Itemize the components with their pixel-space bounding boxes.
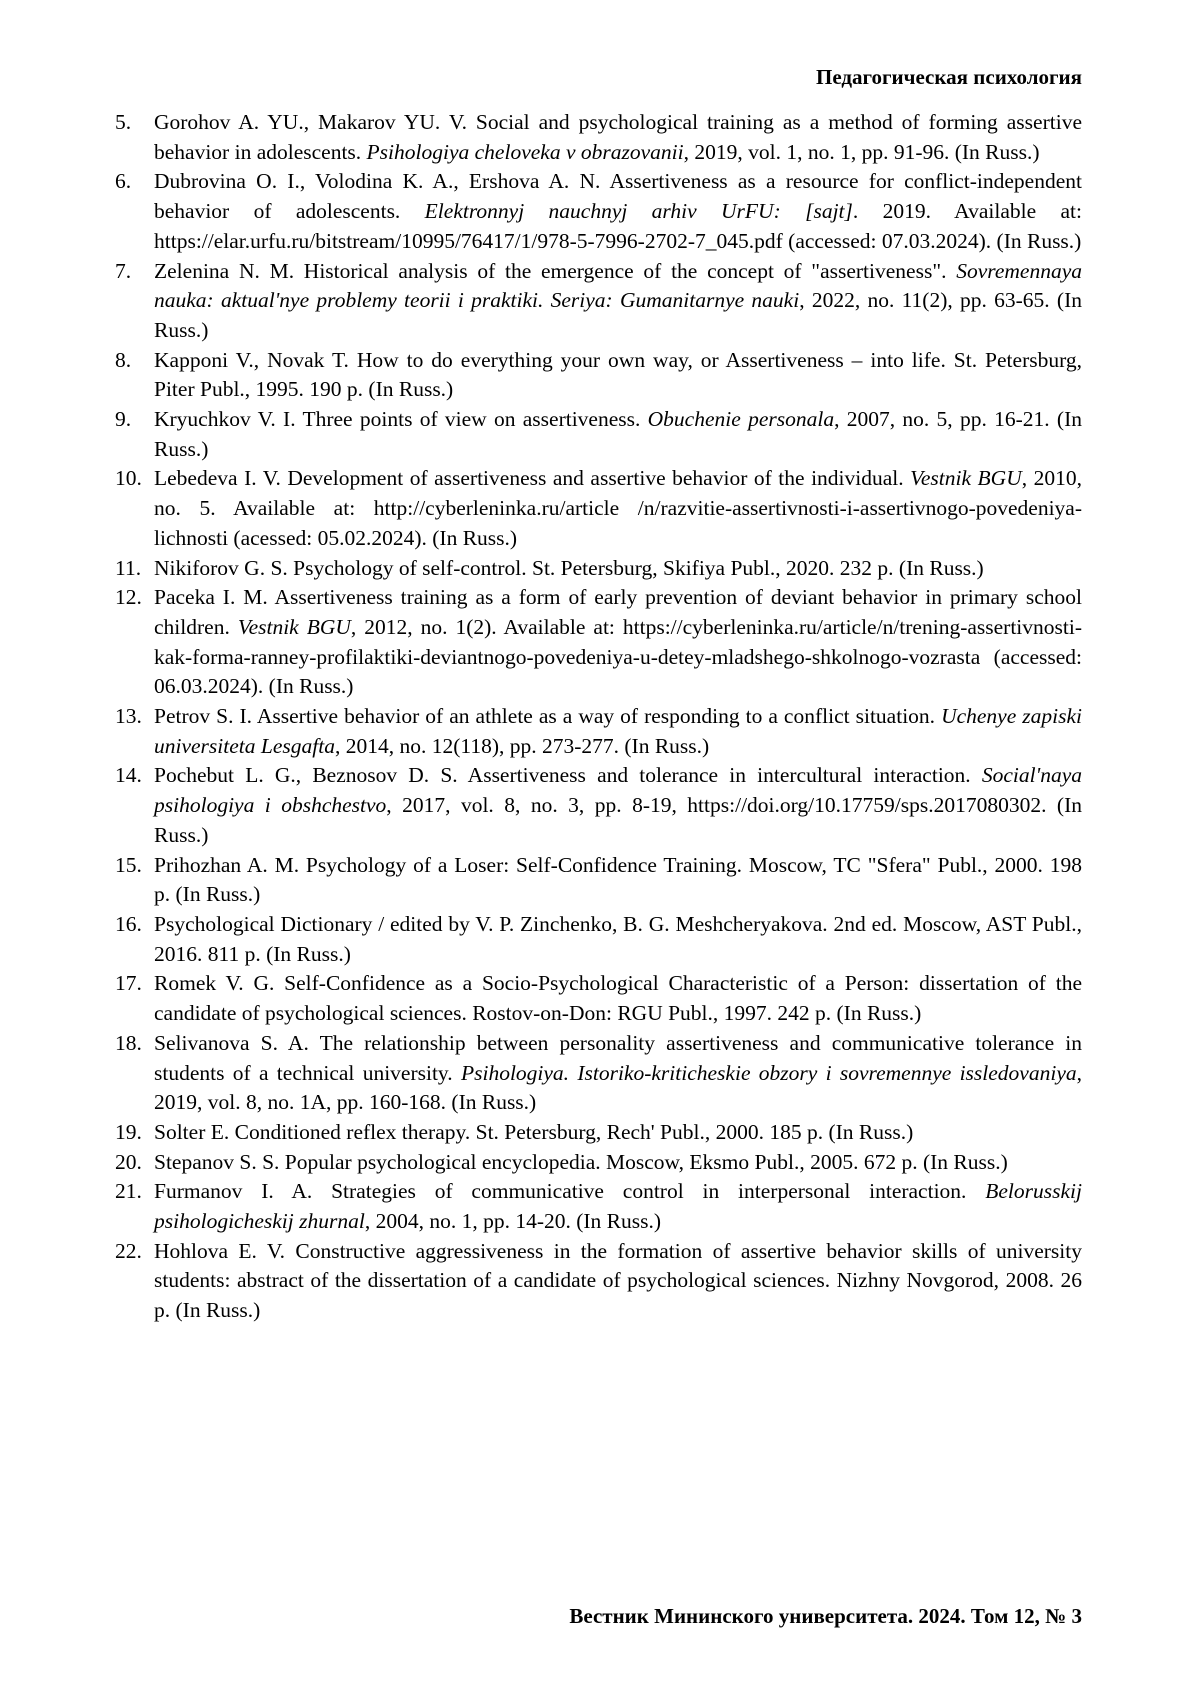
reference-number: 10. <box>115 466 142 491</box>
reference-item <box>113 1029 1082 1118</box>
reference-item <box>113 464 1082 553</box>
reference-source-title: Elektronnyj nauchnyj arhiv UrFU: [sajt] <box>424 199 853 224</box>
reference-number: 9. <box>115 407 132 432</box>
reference-number: 18. <box>115 1030 142 1055</box>
reference-source-title: Vestnik BGU <box>910 466 1022 491</box>
reference-number: 5. <box>115 110 132 134</box>
reference-item <box>113 1177 1082 1236</box>
reference-text: , 2019, vol. 1, no. 1, pp. 91-96. (In Russ.) <box>683 139 1040 164</box>
reference-number: 6. <box>115 169 132 194</box>
reference-source-title: Uchenye zapiski universiteta Lesgafta <box>154 704 1082 758</box>
reference-source-title: Sovremennaya nauka: aktual'nye problemy teorii i praktiki. Seriya: Gumanitarnye nauki <box>154 258 1082 313</box>
reference-text: Prihozhan A. M. Psychology of a Loser: Self-Confidence Training. Moscow, TC "Sfera" Publ., 2000. 198 p. (In Russ.) <box>154 852 1082 907</box>
reference-item <box>113 405 1082 464</box>
reference-item <box>113 1148 1082 1178</box>
reference-text: , 2014, no. 12(118), pp. 273-277. (In Russ.) <box>334 733 710 758</box>
reference-text: Gorohov A. YU., Makarov YU. V. Social and psychological training as a method of forming assertive behavior in adolescents. <box>154 110 1082 164</box>
reference-number: 22. <box>115 1238 142 1263</box>
reference-text: , 2022, no. 11(2), pp. 63-65. (In Russ.) <box>154 288 1082 342</box>
reference-item <box>113 1237 1082 1326</box>
reference-item <box>113 1118 1082 1148</box>
reference-text: Selivanova S. A. The relationship between personality assertiveness and communicative tolerance in students of a technical university. <box>154 1030 1082 1085</box>
reference-source-title: Psihologiya. Istoriko-kriticheskie obzory i sovremennye issledovaniya <box>460 1060 1077 1085</box>
reference-item <box>113 583 1082 702</box>
reference-text: Psychological Dictionary / edited by V. P. Zinchenko, B. G. Meshcheryakova. 2nd ed. Moscow, AST Publ., 2016. 811 p. (In Russ.) <box>154 911 1082 966</box>
reference-item <box>113 346 1082 405</box>
reference-text: Solter E. Conditioned reflex therapy. St. Petersburg, Rech' Publ., 2000. 185 p. (In Russ.) <box>154 1119 914 1144</box>
reference-item <box>113 257 1082 346</box>
reference-source-title: Vestnik BGU <box>237 614 351 639</box>
reference-item <box>113 702 1082 761</box>
reference-text: Kryuchkov V. I. Three points of view on assertiveness. <box>154 407 648 432</box>
reference-text: , 2019, vol. 8, no. 1A, pp. 160-168. (In Russ.) <box>154 1060 1082 1115</box>
reference-text: Petrov S. I. Assertive behavior of an athlete as a way of responding to a conflict situation. <box>154 704 942 729</box>
reference-text: Dubrovina O. I., Volodina K. A., Ershova A. N. Assertiveness as a resource for conflict-independent behavior of adolescents. <box>154 169 1082 224</box>
reference-number: 13. <box>115 704 142 729</box>
reference-item <box>113 851 1082 910</box>
reference-item <box>113 910 1082 969</box>
reference-text: . 2019. Available at: https://elar.urfu.ru/bitstream/10995/76417/1/978-5-7996-2702-7_045.pdf (accessed: 07.03.2024). (In Russ.) <box>154 199 1082 253</box>
reference-item <box>113 108 1082 167</box>
reference-item <box>113 554 1082 584</box>
reference-text: Lebedeva I. V. Development of assertiveness and assertive behavior of the individual. <box>154 466 911 491</box>
reference-item <box>113 969 1082 1028</box>
reference-text: Nikiforov G. S. Psychology of self-control. St. Petersburg, Skifiya Publ., 2020. 232 p. (In Russ.) <box>154 555 984 580</box>
reference-number: 20. <box>115 1149 142 1174</box>
reference-number: 14. <box>115 763 142 788</box>
reference-number: 11. <box>115 555 142 580</box>
reference-text: Pochebut L. G., Beznosov D. S. Assertiveness and tolerance in intercultural interaction. <box>154 763 982 788</box>
reference-number: 16. <box>115 911 142 936</box>
reference-source-title: Obuchenie personala <box>647 407 835 432</box>
reference-text: Paceka I. M. Assertiveness training as a form of early prevention of deviant behavior in primary school children. <box>154 585 1082 639</box>
reference-source-title: Psihologiya cheloveka v obrazovanii <box>366 139 684 164</box>
reference-number: 15. <box>115 852 142 877</box>
reference-number: 12. <box>115 585 142 610</box>
reference-text: Furmanov I. A. Strategies of communicative control in interpersonal interaction. <box>154 1179 986 1204</box>
references-list <box>113 108 1082 1326</box>
reference-item <box>113 761 1082 850</box>
reference-item <box>113 167 1082 256</box>
reference-text: Romek V. G. Self-Confidence as a Socio-Psychological Characteristic of a Person: dissertation of the candidate of psychological sciences. Rostov-on-Don: RGU Publ., 1997. 242 p. (In Russ.) <box>154 971 1082 1026</box>
reference-number: 17. <box>115 971 142 996</box>
reference-text: , 2010, no. 5. Available at: http://cyberleninka.ru/article /n/razvitie-assertivnosti-i-assertivnogo-povedeniya-lichnosti (acessed: 05.02.2024). (In Russ.) <box>154 466 1083 550</box>
reference-text: , 2007, no. 5, pp. 16-21. (In Russ.) <box>154 407 1082 461</box>
reference-number: 19. <box>115 1119 142 1144</box>
reference-source-title: Belorusskij psihologicheskij zhurnal <box>154 1179 1082 1234</box>
reference-source-title: Social'naya psihologiya i obshchestvo <box>154 763 1082 818</box>
running-header: Педагогическая психология <box>815 65 1082 89</box>
reference-text: Zelenina N. M. Historical analysis of the emergence of the concept of "assertiveness". <box>154 258 957 283</box>
running-footer: Вестник Мининского университета. 2024. Том 12, № 3 <box>569 1604 1082 1628</box>
reference-number: 21. <box>115 1179 142 1204</box>
reference-text: Kapponi V., Novak T. How to do everything your own way, or Assertiveness – into life. St. Petersburg, Piter Publ., 1995. 190 p. (In Russ.) <box>154 347 1082 402</box>
reference-number: 8. <box>115 347 132 372</box>
reference-text: Stepanov S. S. Popular psychological encyclopedia. Moscow, Eksmo Publ., 2005. 672 p. (In Russ.) <box>154 1149 1008 1174</box>
reference-text: , 2017, vol. 8, no. 3, pp. 8-19, https://doi.org/10.17759/sps.2017080302. (In Russ.) <box>154 793 1082 847</box>
reference-text: , 2004, no. 1, pp. 14-20. (In Russ.) <box>364 1209 662 1234</box>
reference-text: Hohlova E. V. Constructive aggressiveness in the formation of assertive behavior skills of university students: abstract of the dissertation of a candidate of psychological sciences. Nizhny Novgorod, 2008. 26 p. (In Russ.) <box>154 1238 1082 1323</box>
reference-text: , 2012, no. 1(2). Available at: https://cyberleninka.ru/article/n/trening-assertivnosti-kak-forma-ranney-profilaktiki-deviantnogo-povedeniya-u-detey-mladshego-shkolnogo-vozrasta (accessed: 06.03.2024). (In Russ.) <box>154 614 1083 699</box>
reference-number: 7. <box>115 258 132 283</box>
